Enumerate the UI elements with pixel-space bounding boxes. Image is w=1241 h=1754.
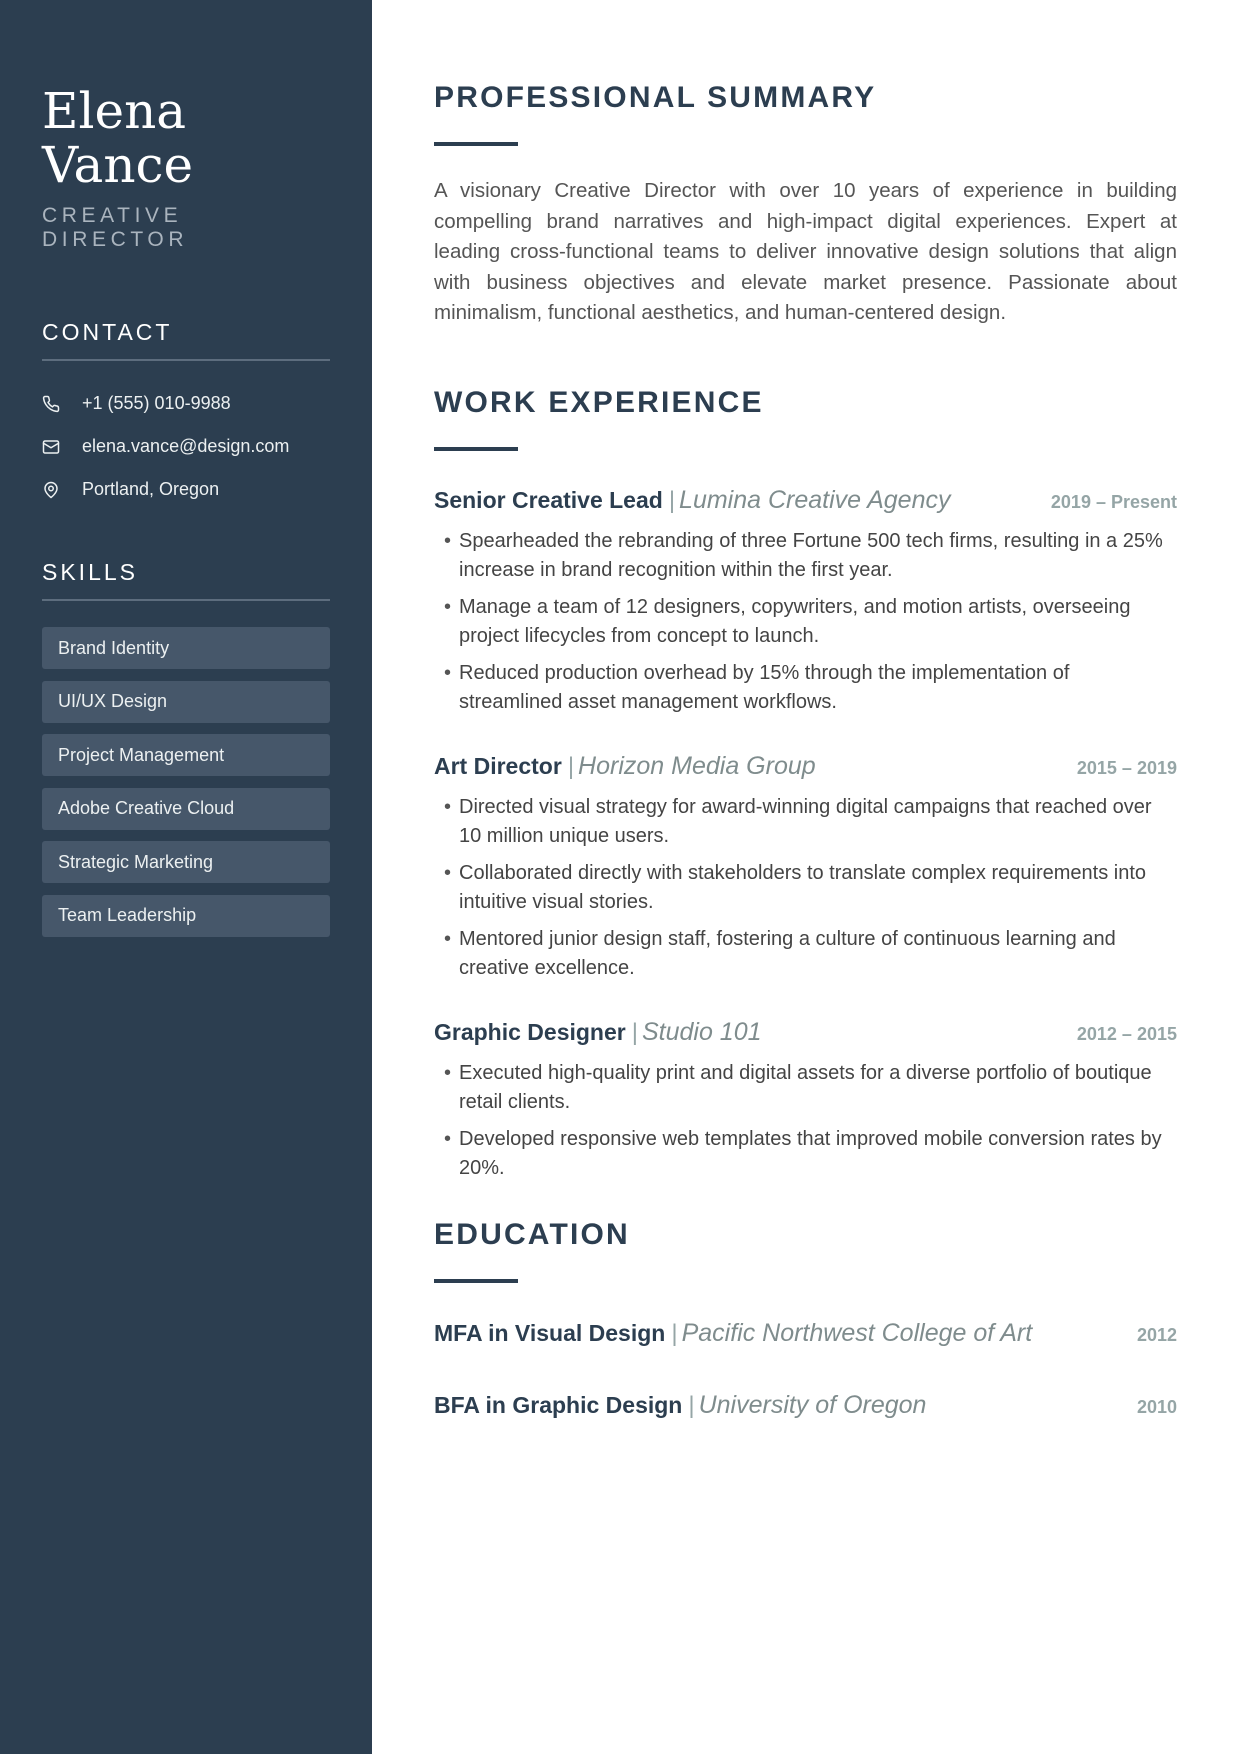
skill-tag: Project Management [42, 734, 330, 776]
job-dates: 2012 – 2015 [1076, 1023, 1177, 1044]
job-header [434, 485, 1177, 519]
full-name [42, 84, 330, 192]
bullet-item: • Developed responsive web templates that improved mobile conversion rates by 20%. [434, 1125, 1177, 1183]
bullet-item: • Directed visual strategy for award-winning digital campaigns that reached over 10 million unique users. [434, 793, 1177, 851]
company-name: Horizon Media Group [578, 751, 816, 780]
job-header [434, 751, 1177, 785]
job-bullets [434, 1059, 1177, 1183]
skill-tag: Team Leadership [42, 895, 330, 937]
separator: | [567, 752, 575, 780]
job-header [434, 1017, 1177, 1051]
job-dates: 2019 – Present [1050, 491, 1177, 512]
bullet-item: • Executed high-quality print and digital assets for a diverse portfolio of boutique retail clients. [434, 1059, 1177, 1117]
bullet-item: • Manage a team of 12 designers, copywriters, and motion artists, overseeing project lifecycles from concept to launch. [434, 593, 1177, 651]
main-content [434, 80, 1177, 1425]
job-role: Senior Creative Lead [434, 486, 663, 513]
skill-tag: UI/UX Design [42, 681, 330, 723]
bullet-item: • Spearheaded the rebranding of three Fortune 500 tech firms, resulting in a 25% increase in brand recognition within the first year. [434, 527, 1177, 585]
education-heading: EDUCATION [434, 1217, 630, 1251]
company-name: Studio 101 [641, 1017, 762, 1046]
skills-list [42, 627, 330, 937]
education-entry [434, 1317, 1177, 1353]
graduation-year: 2012 [1136, 1324, 1177, 1345]
summary-heading: PROFESSIONAL SUMMARY [434, 81, 877, 114]
section-divider [434, 1279, 518, 1283]
section-divider [434, 447, 518, 451]
skill-tag: Strategic Marketing [42, 841, 330, 883]
location-pin-icon [42, 478, 66, 502]
contact-location [42, 468, 330, 511]
last-name: Vance [42, 136, 194, 194]
first-name: Elena [42, 82, 187, 140]
job-dates: 2015 – 2019 [1076, 757, 1177, 778]
job-role: Graphic Designer [434, 1018, 626, 1045]
education-section [434, 1217, 1177, 1425]
skills-heading: SKILLS [42, 559, 330, 601]
job-bullets [434, 793, 1177, 983]
job-entry [434, 751, 1177, 983]
summary-text: A visionary Creative Director with over 10 years of experience in building compelling brand narratives and high-impact digital experiences. Expert at leading cross-functional teams to deliver innovative design solutions that align with business objectives and elevate market presence. Passionate about minimalism, functional aesthetics, and human-centered design. [434, 179, 1177, 325]
sidebar [0, 0, 372, 1754]
job-bullets [434, 527, 1177, 717]
separator: | [631, 1018, 638, 1046]
bullet-item: • Mentored junior design staff, fostering a culture of continuous learning and creative excellence. [434, 925, 1177, 983]
phone-text[interactable]: +1 (555) 010-9988 [82, 393, 231, 413]
bullet-item: • Collaborated directly with stakeholders to translate complex requirements into intuitive visual stories. [434, 859, 1177, 917]
company-name: Lumina Creative Agency [679, 485, 951, 514]
contact-email [42, 425, 330, 468]
contact-heading: CONTACT [42, 319, 330, 361]
education-entry [434, 1389, 1177, 1425]
location-text: Portland, Oregon [82, 479, 220, 499]
mail-icon [42, 435, 66, 459]
summary-section [434, 80, 1177, 329]
job-entry [434, 485, 1177, 717]
degree: BFA in Graphic Design [434, 1391, 683, 1418]
contact-list [42, 382, 330, 511]
email-text[interactable]: elena.vance@design.com [82, 436, 290, 456]
skill-tag: Adobe Creative Cloud [42, 788, 330, 830]
skill-tag: Brand Identity [42, 627, 330, 669]
school-name: Pacific Northwest College of Art [681, 1318, 1033, 1347]
section-divider [434, 142, 518, 146]
school-name: University of Oregon [698, 1390, 927, 1419]
degree: MFA in Visual Design [434, 1319, 666, 1346]
contact-phone [42, 382, 330, 425]
experience-section [434, 385, 1177, 1183]
separator: | [688, 1391, 695, 1419]
experience-heading: WORK EXPERIENCE [434, 385, 764, 419]
graduation-year: 2010 [1136, 1396, 1177, 1417]
bullet-item: • Reduced production overhead by 15% through the implementation of streamlined asset management workflows. [434, 659, 1177, 717]
phone-icon [42, 392, 66, 416]
separator: | [668, 486, 676, 514]
job-title: CREATIVE DIRECTOR [42, 204, 189, 251]
job-entry [434, 1017, 1177, 1183]
separator: | [671, 1319, 678, 1347]
job-role: Art Director [434, 752, 562, 779]
